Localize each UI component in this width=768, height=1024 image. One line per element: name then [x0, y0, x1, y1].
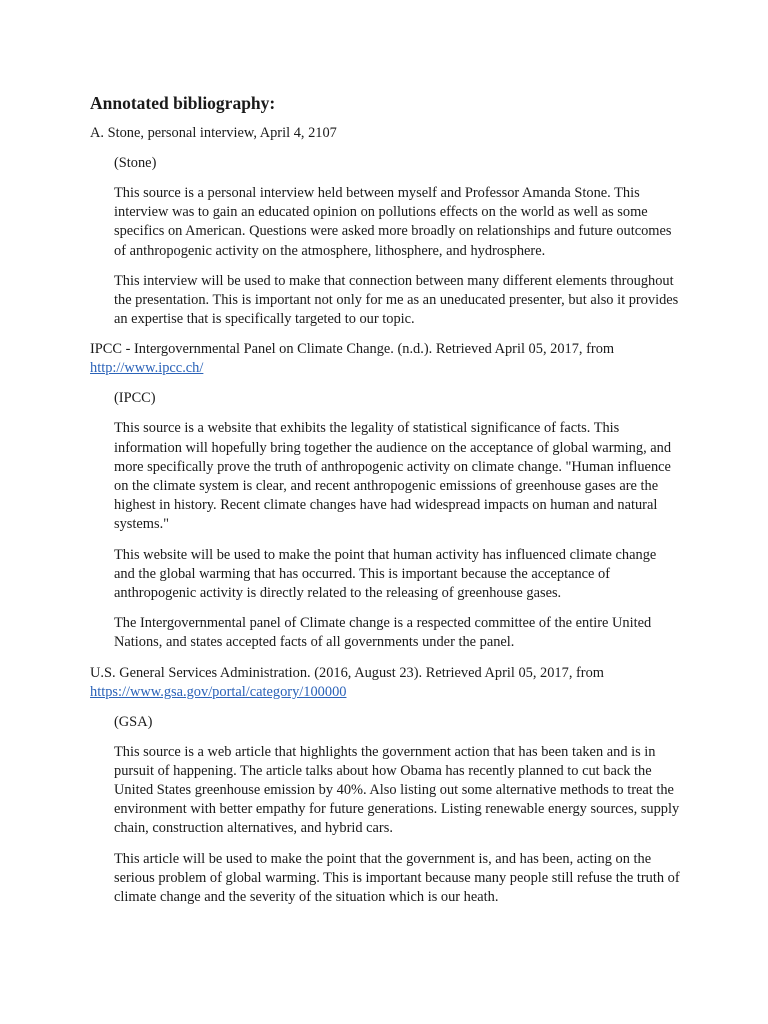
annotation-paragraph: This source is a web article that highlights the government action that has been taken and is in pursuit of happening. The article talks about how Obama has recently planned to cut back the United States greenhouse emission by 40%. Also listing out some alternative methods to treat the environment with better empathy for future generations. Listing renewable energy sources, supply chain, construction alternatives, and hybrid cars.: [114, 743, 680, 837]
citation-gsa: [90, 664, 680, 702]
source-label-ipcc: (IPCC): [114, 390, 156, 407]
annotation-paragraph: This website will be used to make the point that human activity has influenced climate change and the global warming that has occurred. This is important because the acceptance of anthropogenic activity is directly related to the releasing of greenhouse gases.: [114, 546, 657, 602]
annotation-paragraph: This source is a website that exhibits the legality of statistical significance of facts. This information will hopefully bring together the audience on the acceptance of global warming, and more specifically prove the truth of anthropogenic activity on climate change. "Human influence on the climate system is clear, and recent anthropogenic emissions of greenhouse gases are the highest in history. Recent climate changes have had widespread impacts on human and natural systems.": [114, 420, 672, 533]
bibliography-entry-ipcc: [90, 340, 680, 652]
bibliography-entry-stone: [90, 124, 680, 329]
annotation-paragraph: This article will be used to make the point that the government is, and has been, acting on the serious problem of global warming. This is important because many people still refuse the truth of climate change and the severity of the situation which is our heath.: [114, 850, 680, 906]
source-label-gsa: (GSA): [114, 713, 153, 730]
bibliography-entry-gsa: [90, 664, 680, 908]
citation-stone: A. Stone, personal interview, April 4, 2107: [90, 125, 337, 141]
citation-text: IPCC - Intergovernmental Panel on Climate Change. (n.d.). Retrieved April 05, 2017, from: [90, 341, 615, 358]
citation-text: U.S. General Services Administration. (2016, August 23). Retrieved April 05, 2017, from: [90, 664, 604, 681]
gsa-link[interactable]: https://www.gsa.gov/portal/category/100000: [90, 683, 347, 700]
ipcc-link[interactable]: http://www.ipcc.ch/: [90, 360, 204, 377]
annotation-paragraph: The Intergovernmental panel of Climate change is a respected committee of the entire United Nations, and states accepted facts of all governments under the panel.: [114, 615, 652, 651]
annotation-paragraph: This interview will be used to make that connection between many different elements throughout the presentation. This is important not only for me as an uneducated presenter, but also it provides an expertise that is specifically targeted to our topic.: [114, 272, 679, 328]
source-label-stone: (Stone): [114, 155, 157, 171]
annotation-paragraph: This source is a personal interview held between myself and Professor Amanda Stone. This interview was to gain an educated opinion on pollutions effects on the world as well as some specifics on American. Questions were asked more broadly on relationships and future outcomes of anthropogenic activity on the atmosphere, lithosphere, and hydrosphere.: [114, 185, 672, 259]
page-title: Annotated bibliography:: [90, 93, 276, 113]
citation-ipcc: [90, 340, 680, 378]
